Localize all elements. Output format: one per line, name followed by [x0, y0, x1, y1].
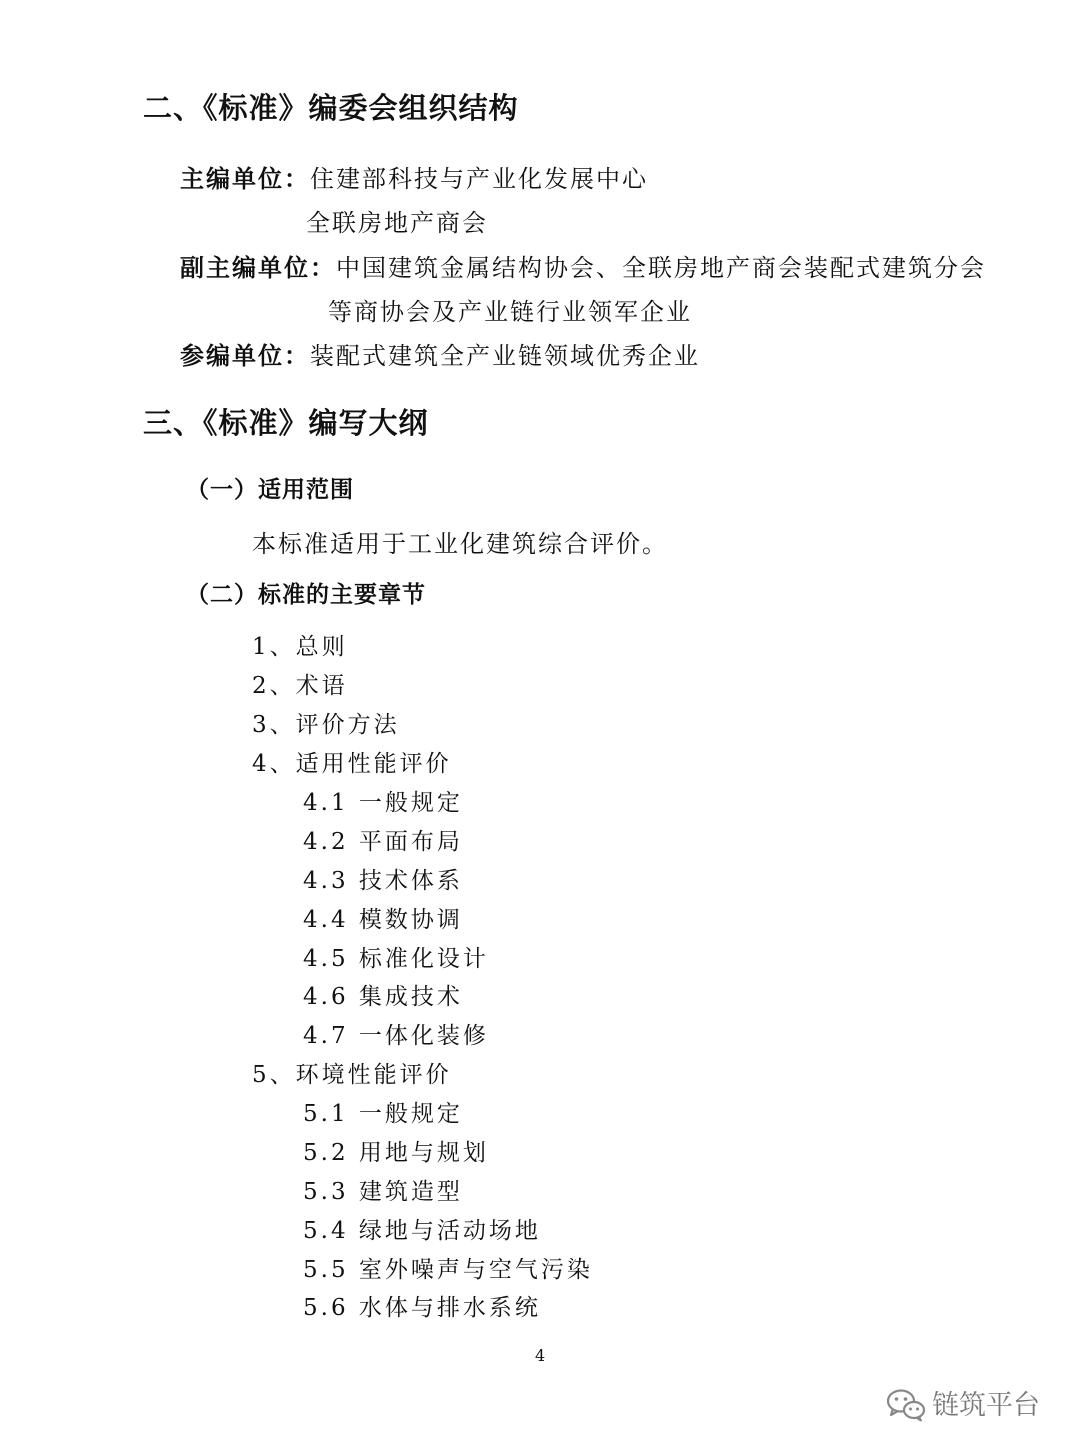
watermark [886, 1388, 1040, 1422]
subchapter-item: 5.3 建筑造型 [303, 1179, 463, 1205]
chapter-item: 1、总则 [252, 634, 348, 660]
wechat-icon [886, 1388, 926, 1422]
subchapter-item: 4.6 集成技术 [303, 984, 463, 1010]
subchapter-item: 4.1 一般规定 [303, 790, 463, 816]
participant-label: 参编单位： [180, 341, 310, 370]
subchapter-item: 4.5 标准化设计 [303, 946, 489, 972]
chief-editor-label: 主编单位： [180, 164, 310, 193]
chief-editor-org-1: 住建部科技与产业化发展中心 [310, 165, 648, 193]
subchapter-item: 5.4 绿地与活动场地 [303, 1218, 541, 1244]
subchapter-item: 5.5 室外噪声与空气污染 [303, 1257, 593, 1283]
page-number: 4 [535, 1346, 546, 1365]
deputy-editor-text-2: 等商协会及产业链行业领军企业 [328, 298, 692, 326]
watermark-text: 链筑平台 [932, 1389, 1040, 1421]
subchapter-item: 4.7 一体化装修 [303, 1023, 489, 1049]
chapter-item: 2、术语 [252, 673, 348, 699]
chapter-item: 4、适用性能评价 [252, 751, 452, 777]
section-3-heading: 三、《标准》编写大纲 [143, 406, 429, 440]
subchapter-item: 5.6 水体与排水系统 [303, 1295, 541, 1321]
scope-text: 本标准适用于工业化建筑综合评价。 [252, 530, 668, 558]
deputy-editor-text-1: 中国建筑金属结构协会、全联房地产商会装配式建筑分会 [336, 254, 986, 282]
subchapter-item: 4.2 平面布局 [303, 829, 463, 855]
deputy-editor-row [180, 253, 986, 282]
participant-text: 装配式建筑全产业链领域优秀企业 [310, 342, 700, 370]
participant-row [180, 341, 700, 370]
section-2-heading: 二、《标准》编委会组织结构 [143, 91, 519, 125]
subchapter-item: 4.4 模数协调 [303, 907, 463, 933]
subchapter-item: 5.2 用地与规划 [303, 1140, 489, 1166]
chief-editor-row [180, 164, 648, 193]
deputy-editor-label: 副主编单位： [180, 253, 336, 282]
chapter-item: 3、评价方法 [252, 712, 400, 738]
subchapter-item: 4.3 技术体系 [303, 868, 463, 894]
chief-editor-org-2: 全联房地产商会 [306, 209, 488, 237]
subchapter-item: 5.1 一般规定 [303, 1101, 463, 1127]
chapter-item: 5、环境性能评价 [252, 1062, 452, 1088]
scope-heading: （一）适用范围 [186, 476, 354, 503]
chapters-heading: （二）标准的主要章节 [186, 581, 426, 608]
